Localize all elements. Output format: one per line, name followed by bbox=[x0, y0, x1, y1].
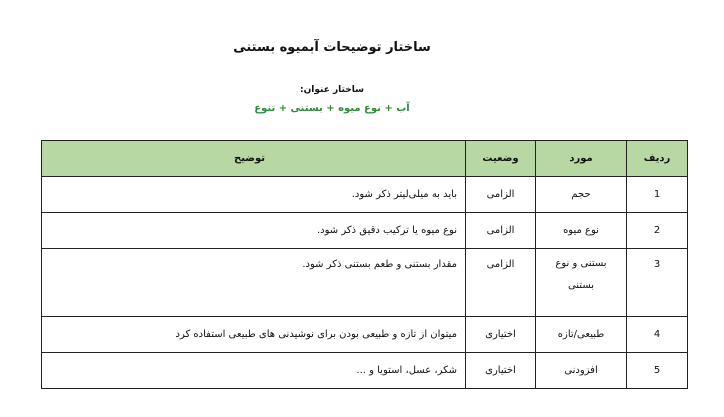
row-number-cell: 2 bbox=[627, 213, 688, 249]
description-cell: باید به میلی‌لیتر ذکر شود. bbox=[42, 177, 466, 213]
item-cell: افزودنی bbox=[536, 353, 627, 389]
title-structure-formula: آب + نوع میوه + بستنی + تنوع bbox=[254, 103, 410, 114]
header-description: توضیح bbox=[42, 141, 466, 177]
header-item: مورد bbox=[536, 141, 627, 177]
item-cell: طبیعی/تازه bbox=[536, 317, 627, 353]
item-cell: حجم bbox=[536, 177, 627, 213]
table-row bbox=[42, 249, 688, 317]
table-row bbox=[42, 213, 688, 249]
status-cell: الزامی bbox=[466, 249, 536, 317]
row-number-cell: 4 bbox=[627, 317, 688, 353]
page-title: ساختار توضیحات آبمیوه بستنی bbox=[233, 40, 431, 55]
status-cell: الزامی bbox=[466, 177, 536, 213]
title-structure-label: ساختار عنوان: bbox=[300, 85, 364, 95]
description-structure-table bbox=[41, 140, 688, 389]
item-cell: بستنی و نوع بستنی bbox=[536, 249, 627, 317]
header-status: وضعیت bbox=[466, 141, 536, 177]
status-cell: اختیاری bbox=[466, 353, 536, 389]
row-number-cell: 3 bbox=[627, 249, 688, 317]
status-cell: الزامی bbox=[466, 213, 536, 249]
description-cell: شکر، عسل، استویا و ... bbox=[42, 353, 466, 389]
row-number-cell: 1 bbox=[627, 177, 688, 213]
table-row bbox=[42, 353, 688, 389]
description-cell: نوع میوه یا ترکیب دقیق ذکر شود. bbox=[42, 213, 466, 249]
row-number-cell: 5 bbox=[627, 353, 688, 389]
description-cell: مقدار بستنی و طعم بستنی ذکر شود. bbox=[42, 249, 466, 317]
status-cell: اختیاری bbox=[466, 317, 536, 353]
table-row bbox=[42, 177, 688, 213]
item-cell: نوع میوه bbox=[536, 213, 627, 249]
header-row-number: ردیف bbox=[627, 141, 688, 177]
description-cell: میتوان از تازه و طبیعی بودن برای نوشیدنی های طبیعی استفاده کرد bbox=[42, 317, 466, 353]
table-header-row bbox=[42, 141, 688, 177]
table-row bbox=[42, 317, 688, 353]
